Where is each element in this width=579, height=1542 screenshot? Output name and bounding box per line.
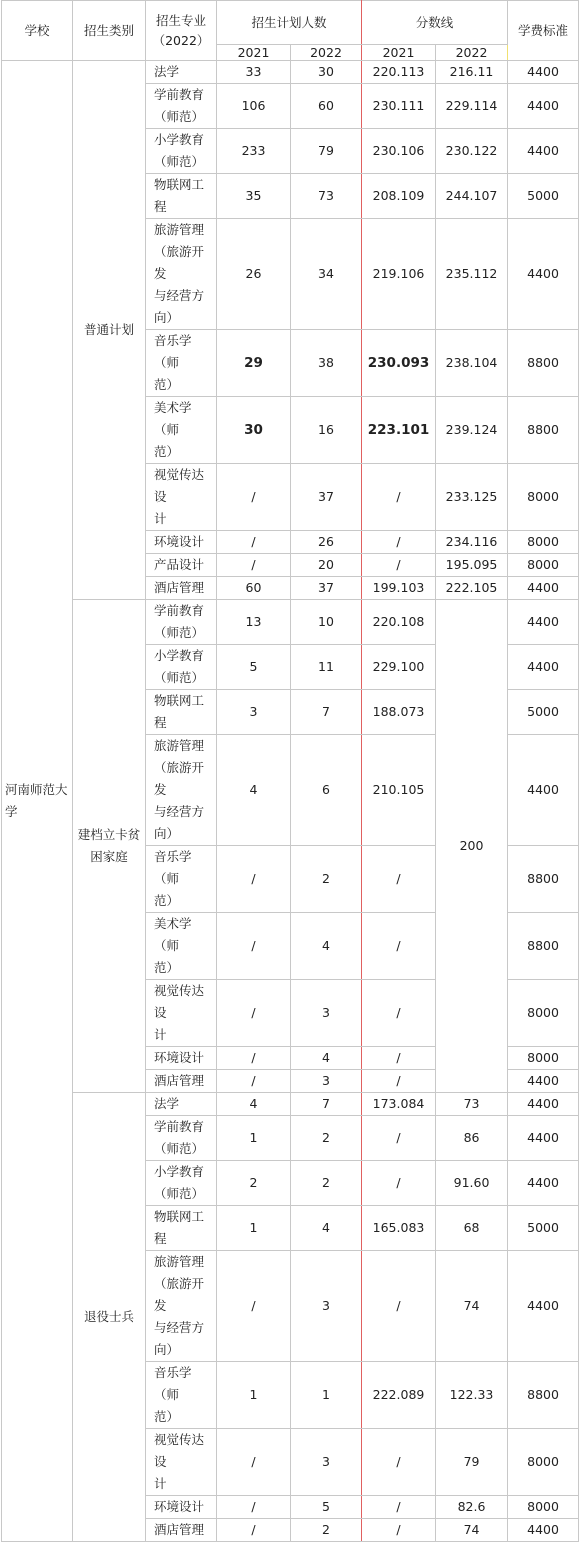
tuition-fee: 4400 <box>508 1519 579 1542</box>
plan-2021: / <box>217 1519 291 1542</box>
tuition-fee: 4400 <box>508 735 579 846</box>
score-2021: / <box>362 1161 436 1206</box>
major-name: 视觉传达设 计 <box>146 464 217 531</box>
header-fee: 学费标准 <box>508 1 579 61</box>
plan-2022: 10 <box>291 600 362 645</box>
table-row <box>2 61 579 84</box>
major-name: 视觉传达设 计 <box>146 1429 217 1496</box>
tuition-fee: 4400 <box>508 1093 579 1116</box>
major-name: 环境设计 <box>146 1047 217 1070</box>
score-2021: / <box>362 1047 436 1070</box>
score-2021: 230.093 <box>362 330 436 397</box>
plan-2022: 3 <box>291 1429 362 1496</box>
header-row <box>2 1 579 45</box>
plan-2022: 2 <box>291 1116 362 1161</box>
plan-2021: 1 <box>217 1362 291 1429</box>
plan-2022: 2 <box>291 1519 362 1542</box>
score-2021: 223.101 <box>362 397 436 464</box>
score-2021: 220.113 <box>362 61 436 84</box>
score-2022: 74 <box>436 1519 508 1542</box>
score-2021: / <box>362 846 436 913</box>
score-2021: 208.109 <box>362 174 436 219</box>
score-2021: / <box>362 554 436 577</box>
score-2021: / <box>362 913 436 980</box>
plan-2021: 1 <box>217 1116 291 1161</box>
plan-2021: 233 <box>217 129 291 174</box>
category-name: 普通计划 <box>73 61 146 600</box>
header-plan-2021: 2021 <box>217 45 291 61</box>
plan-2021: 106 <box>217 84 291 129</box>
tuition-fee: 8000 <box>508 1047 579 1070</box>
plan-2022: 3 <box>291 980 362 1047</box>
score-2022: 195.095 <box>436 554 508 577</box>
score-2022: 229.114 <box>436 84 508 129</box>
tuition-fee: 4400 <box>508 1116 579 1161</box>
major-name: 小学教育 （师范） <box>146 645 217 690</box>
major-name: 物联网工程 <box>146 1206 217 1251</box>
tuition-fee: 4400 <box>508 1161 579 1206</box>
score-2022: 68 <box>436 1206 508 1251</box>
header-score: 分数线 <box>362 1 508 45</box>
score-2022: 82.6 <box>436 1496 508 1519</box>
tuition-fee: 4400 <box>508 219 579 330</box>
major-name: 旅游管理 （旅游开发 与经营方 向） <box>146 219 217 330</box>
plan-2021: / <box>217 464 291 531</box>
header-score-2022: 2022 <box>436 45 508 61</box>
plan-2021: / <box>217 846 291 913</box>
score-2021: 173.084 <box>362 1093 436 1116</box>
major-name: 酒店管理 <box>146 1519 217 1542</box>
header-category: 招生类别 <box>73 1 146 61</box>
plan-2022: 30 <box>291 61 362 84</box>
score-2021: / <box>362 1116 436 1161</box>
plan-2022: 79 <box>291 129 362 174</box>
tuition-fee: 8000 <box>508 554 579 577</box>
plan-2021: / <box>217 980 291 1047</box>
major-name: 法学 <box>146 1093 217 1116</box>
score-2022: 234.116 <box>436 531 508 554</box>
score-2022: 239.124 <box>436 397 508 464</box>
tuition-fee: 4400 <box>508 61 579 84</box>
plan-2022: 1 <box>291 1362 362 1429</box>
plan-2022: 6 <box>291 735 362 846</box>
major-name: 酒店管理 <box>146 1070 217 1093</box>
score-2021: 210.105 <box>362 735 436 846</box>
header-plan-2022: 2022 <box>291 45 362 61</box>
header-school: 学校 <box>2 1 73 61</box>
plan-2021: 4 <box>217 735 291 846</box>
score-2021: / <box>362 1429 436 1496</box>
plan-2021: 13 <box>217 600 291 645</box>
plan-2021: / <box>217 1496 291 1519</box>
score-2022: 230.122 <box>436 129 508 174</box>
plan-2022: 60 <box>291 84 362 129</box>
admission-table <box>1 0 579 1542</box>
major-name: 酒店管理 <box>146 577 217 600</box>
table-row <box>2 1093 579 1116</box>
score-2022: 244.107 <box>436 174 508 219</box>
major-name: 法学 <box>146 61 217 84</box>
major-name: 视觉传达设 计 <box>146 980 217 1047</box>
score-2022: 216.11 <box>436 61 508 84</box>
plan-2022: 5 <box>291 1496 362 1519</box>
tuition-fee: 4400 <box>508 600 579 645</box>
plan-2022: 38 <box>291 330 362 397</box>
plan-2022: 7 <box>291 1093 362 1116</box>
score-2021: / <box>362 980 436 1047</box>
major-name: 音乐学（师 范） <box>146 846 217 913</box>
plan-2021: 33 <box>217 61 291 84</box>
plan-2022: 73 <box>291 174 362 219</box>
tuition-fee: 4400 <box>508 645 579 690</box>
score-2021: / <box>362 531 436 554</box>
major-name: 学前教育 （师范） <box>146 1116 217 1161</box>
plan-2021: / <box>217 1070 291 1093</box>
score-2021: 199.103 <box>362 577 436 600</box>
major-name: 音乐学（师 范） <box>146 1362 217 1429</box>
score-2021: / <box>362 1519 436 1542</box>
plan-2022: 7 <box>291 690 362 735</box>
plan-2021: / <box>217 1251 291 1362</box>
major-name: 环境设计 <box>146 531 217 554</box>
score-2022: 74 <box>436 1251 508 1362</box>
plan-2022: 26 <box>291 531 362 554</box>
score-2021: 219.106 <box>362 219 436 330</box>
plan-2021: 26 <box>217 219 291 330</box>
score-2022: 222.105 <box>436 577 508 600</box>
plan-2021: 1 <box>217 1206 291 1251</box>
major-name: 环境设计 <box>146 1496 217 1519</box>
score-2022-shared: 200 <box>436 600 508 1093</box>
score-2022: 235.112 <box>436 219 508 330</box>
plan-2021: / <box>217 554 291 577</box>
category-name: 退役士兵 <box>73 1093 146 1542</box>
major-name: 产品设计 <box>146 554 217 577</box>
plan-2021: / <box>217 1047 291 1070</box>
tuition-fee: 5000 <box>508 690 579 735</box>
tuition-fee: 8000 <box>508 531 579 554</box>
plan-2021: / <box>217 1429 291 1496</box>
plan-2022: 37 <box>291 464 362 531</box>
plan-2022: 16 <box>291 397 362 464</box>
tuition-fee: 8800 <box>508 330 579 397</box>
major-name: 物联网工程 <box>146 690 217 735</box>
plan-2022: 11 <box>291 645 362 690</box>
plan-2021: / <box>217 531 291 554</box>
tuition-fee: 4400 <box>508 577 579 600</box>
plan-2021: 29 <box>217 330 291 397</box>
score-2021: 222.089 <box>362 1362 436 1429</box>
category-name: 建档立卡贫 困家庭 <box>73 600 146 1093</box>
plan-2021: 35 <box>217 174 291 219</box>
plan-2022: 37 <box>291 577 362 600</box>
tuition-fee: 8000 <box>508 1429 579 1496</box>
major-name: 美术学（师 范） <box>146 913 217 980</box>
major-name: 音乐学（师 范） <box>146 330 217 397</box>
plan-2021: 60 <box>217 577 291 600</box>
tuition-fee: 8800 <box>508 397 579 464</box>
score-2021: 165.083 <box>362 1206 436 1251</box>
major-name: 美术学（师 范） <box>146 397 217 464</box>
plan-2022: 20 <box>291 554 362 577</box>
tuition-fee: 8800 <box>508 846 579 913</box>
plan-2021: 5 <box>217 645 291 690</box>
header-major: 招生专业 （2022） <box>146 1 217 61</box>
score-2021: 229.100 <box>362 645 436 690</box>
school-name: 河南师范大学 <box>2 61 73 1542</box>
major-name: 学前教育 （师范） <box>146 84 217 129</box>
plan-2022: 2 <box>291 1161 362 1206</box>
admission-table-body <box>2 1 579 1542</box>
score-2022: 233.125 <box>436 464 508 531</box>
plan-2022: 4 <box>291 1047 362 1070</box>
score-2021: 188.073 <box>362 690 436 735</box>
score-2022: 79 <box>436 1429 508 1496</box>
tuition-fee: 5000 <box>508 1206 579 1251</box>
major-name: 小学教育 （师范） <box>146 1161 217 1206</box>
plan-2022: 3 <box>291 1070 362 1093</box>
tuition-fee: 4400 <box>508 129 579 174</box>
header-plan: 招生计划人数 <box>217 1 362 45</box>
tuition-fee: 8800 <box>508 913 579 980</box>
plan-2021: 30 <box>217 397 291 464</box>
plan-2022: 34 <box>291 219 362 330</box>
score-2022: 238.104 <box>436 330 508 397</box>
plan-2022: 4 <box>291 1206 362 1251</box>
plan-2022: 3 <box>291 1251 362 1362</box>
tuition-fee: 4400 <box>508 1070 579 1093</box>
tuition-fee: 4400 <box>508 84 579 129</box>
tuition-fee: 5000 <box>508 174 579 219</box>
plan-2021: 2 <box>217 1161 291 1206</box>
major-name: 旅游管理 （旅游开发 与经营方 向） <box>146 1251 217 1362</box>
tuition-fee: 8000 <box>508 980 579 1047</box>
header-score-2021: 2021 <box>362 45 436 61</box>
tuition-fee: 4400 <box>508 1251 579 1362</box>
major-name: 物联网工程 <box>146 174 217 219</box>
score-2022: 73 <box>436 1093 508 1116</box>
plan-2022: 2 <box>291 846 362 913</box>
tuition-fee: 8000 <box>508 1496 579 1519</box>
major-name: 旅游管理 （旅游开发 与经营方 向） <box>146 735 217 846</box>
score-2021: / <box>362 464 436 531</box>
table-row <box>2 600 579 645</box>
plan-2021: / <box>217 913 291 980</box>
score-2022: 91.60 <box>436 1161 508 1206</box>
score-2021: 230.111 <box>362 84 436 129</box>
major-name: 学前教育 （师范） <box>146 600 217 645</box>
score-2021: 220.108 <box>362 600 436 645</box>
plan-2021: 3 <box>217 690 291 735</box>
score-2021: / <box>362 1496 436 1519</box>
score-2021: / <box>362 1070 436 1093</box>
score-2021: 230.106 <box>362 129 436 174</box>
score-2021: / <box>362 1251 436 1362</box>
plan-2021: 4 <box>217 1093 291 1116</box>
score-2022: 122.33 <box>436 1362 508 1429</box>
major-name: 小学教育 （师范） <box>146 129 217 174</box>
tuition-fee: 8000 <box>508 464 579 531</box>
plan-2022: 4 <box>291 913 362 980</box>
tuition-fee: 8800 <box>508 1362 579 1429</box>
score-2022: 86 <box>436 1116 508 1161</box>
